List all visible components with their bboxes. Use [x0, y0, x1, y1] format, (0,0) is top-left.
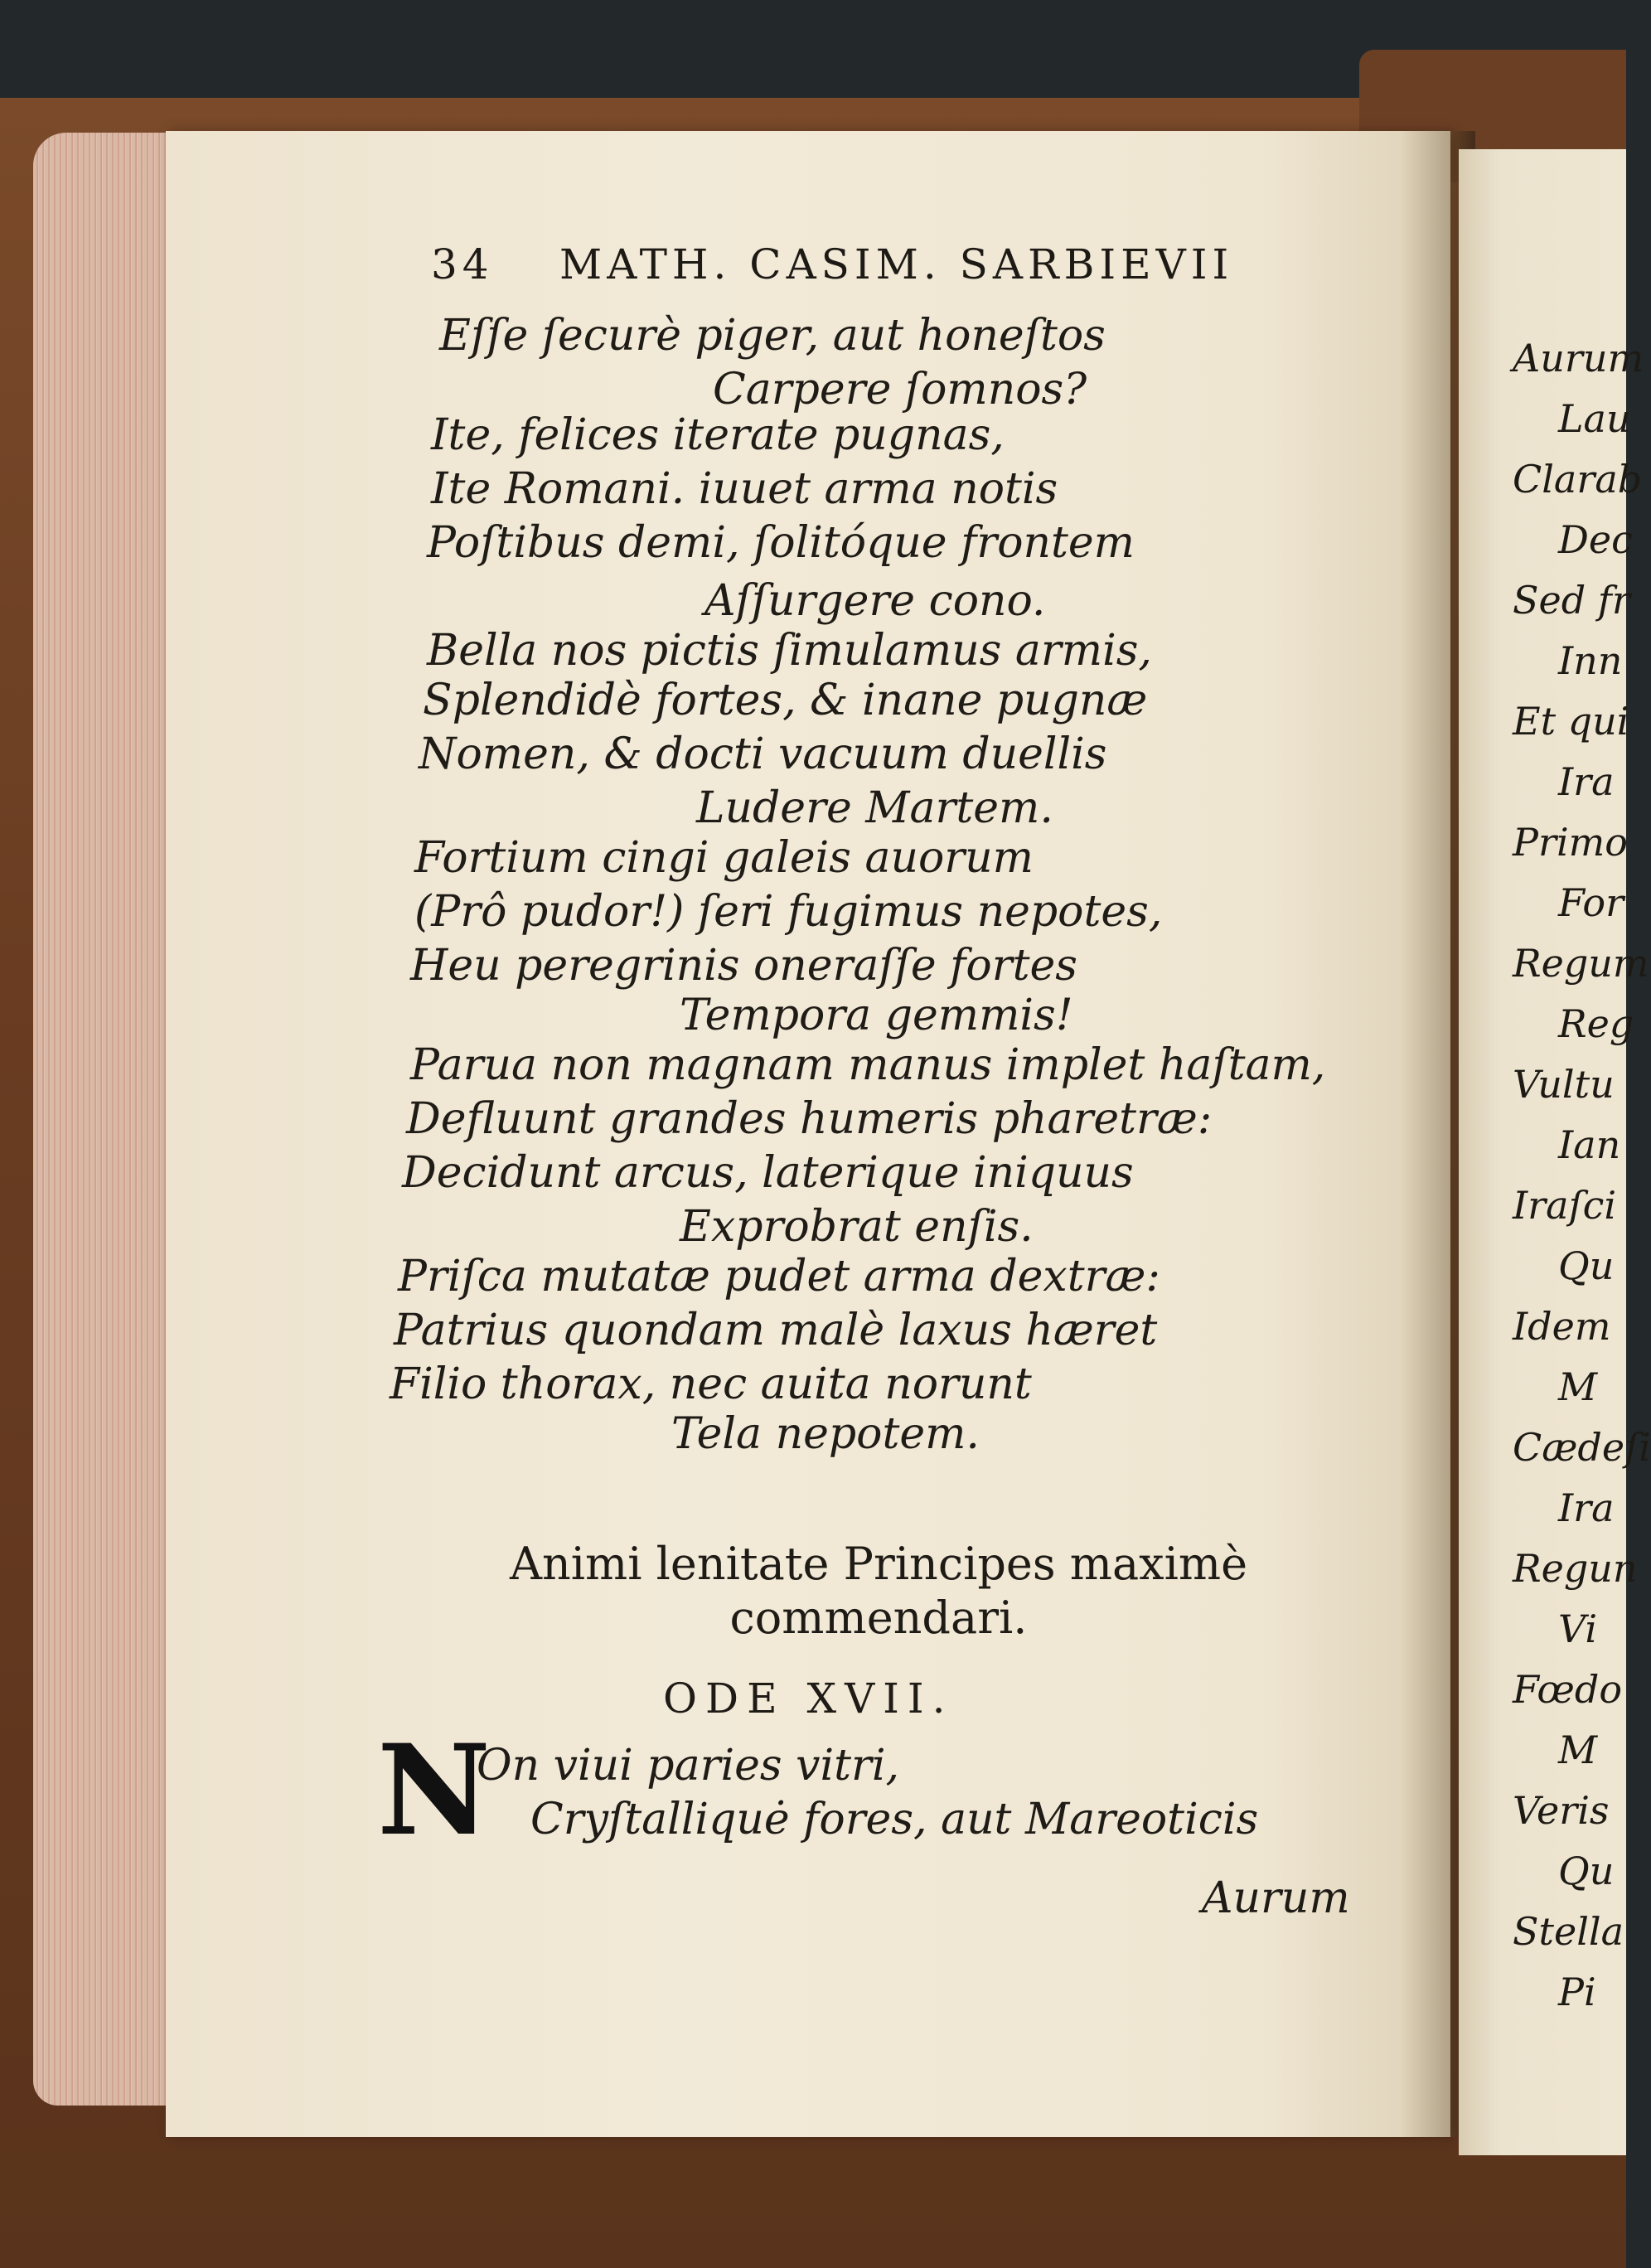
verse-line: Bella nos pictis ſimulamus armis, [427, 626, 1152, 676]
facing-page-line: Ira [1558, 1485, 1615, 1530]
facing-page-line: Regum [1513, 941, 1649, 986]
verse-line: Patrius quondam malè laxus hæret [394, 1306, 1158, 1355]
facing-page-line: Lau [1558, 396, 1631, 441]
verse-line: Eſſe ſecurè piger, aut honeſtos [439, 311, 1106, 361]
verse-line: Heu peregrinis oneraſſe fortes [410, 941, 1077, 991]
verse-line: Ite, felices iterate pugnas, [431, 410, 1005, 460]
facing-page-line: Iraſci [1513, 1183, 1617, 1228]
facing-page-line: Ira [1558, 759, 1615, 804]
facing-page-line: Reg [1558, 1001, 1634, 1046]
verse-line: Carpere ſomnos? [713, 365, 1087, 414]
verse-line: Fortium cingi galeis auorum [414, 833, 1034, 883]
ode-title: ODE XVII. [663, 1674, 954, 1723]
facing-page-line: Ian [1558, 1122, 1621, 1167]
facing-page-line: Veris [1513, 1788, 1610, 1833]
facing-page-line: For [1558, 880, 1624, 925]
catchword: Aurum [1202, 1873, 1350, 1923]
facing-page-line: Primo [1513, 820, 1628, 865]
verse-line: Parua non magnam manus implet haſtam, [410, 1040, 1326, 1090]
facing-page-line: Vultu [1513, 1062, 1615, 1107]
facing-page-line: Idem [1513, 1304, 1611, 1349]
facing-page-line: Pi [1558, 1970, 1596, 2014]
facing-page-line: Qu [1558, 1243, 1615, 1288]
page-edges [33, 133, 182, 2106]
facing-page-line: M [1558, 1728, 1598, 1772]
verse-line: Nomen, & docti vacuum duellis [419, 729, 1107, 779]
facing-page-line: Et qui [1513, 699, 1629, 744]
verse-line: Tempora gemmis! [680, 991, 1073, 1040]
facing-page-line: Inn [1558, 638, 1623, 683]
section-heading-line: Animi lenitate Principes maximè [509, 1538, 1248, 1590]
facing-page-line: Cædeſi [1513, 1425, 1651, 1470]
running-title: MATH. CASIM. SARBIEVII [559, 240, 1234, 288]
verse-line: Tela nepotem. [671, 1409, 980, 1459]
facing-page-line: Aurum [1513, 336, 1644, 380]
ode-line: Cryſtalliquė fores, aut Mareoticis [530, 1795, 1259, 1844]
facing-page-line: Sed fr [1513, 578, 1630, 623]
facing-page-line: Clarab [1513, 457, 1643, 502]
page-number: 34 [431, 240, 494, 288]
facing-page-line: Dec [1558, 517, 1633, 562]
verse-line: Poſtibus demi, ſolitóque frontem [427, 518, 1135, 568]
facing-page-line: M [1558, 1364, 1598, 1409]
verse-line: Decidunt arcus, laterique iniquus [402, 1148, 1134, 1198]
facing-page-line: Regun [1513, 1546, 1638, 1591]
drop-cap: N [377, 1718, 491, 1863]
verse-line: Priſca mutatæ pudet arma dextræ: [398, 1252, 1160, 1301]
verse-line: Ludere Martem. [696, 783, 1053, 833]
verse-line: Splendidè fortes, & inane pugnæ [423, 676, 1148, 725]
verse-line: Defluunt grandes humeris pharetræ: [406, 1094, 1213, 1144]
facing-page-line: Stella [1513, 1909, 1624, 1954]
facing-page-line: Qu [1558, 1849, 1615, 1893]
facing-page-line: Vi [1558, 1606, 1598, 1651]
section-heading-line: commendari. [729, 1592, 1028, 1644]
verse-line: Ite Romani. iuuet arma notis [431, 464, 1058, 514]
facing-page-line: Fœdo [1513, 1667, 1623, 1712]
verse-line: Exprobrat enſis. [680, 1202, 1034, 1252]
verse-line: Aſſurgere cono. [704, 576, 1046, 626]
running-header [431, 240, 1293, 307]
ode-line: On viui paries vitri, [477, 1741, 899, 1791]
verse-line: (Prô pudor!) ſeri fugimus nepotes, [414, 887, 1163, 937]
verse-line: Filio thorax, nec auita norunt [390, 1359, 1032, 1409]
